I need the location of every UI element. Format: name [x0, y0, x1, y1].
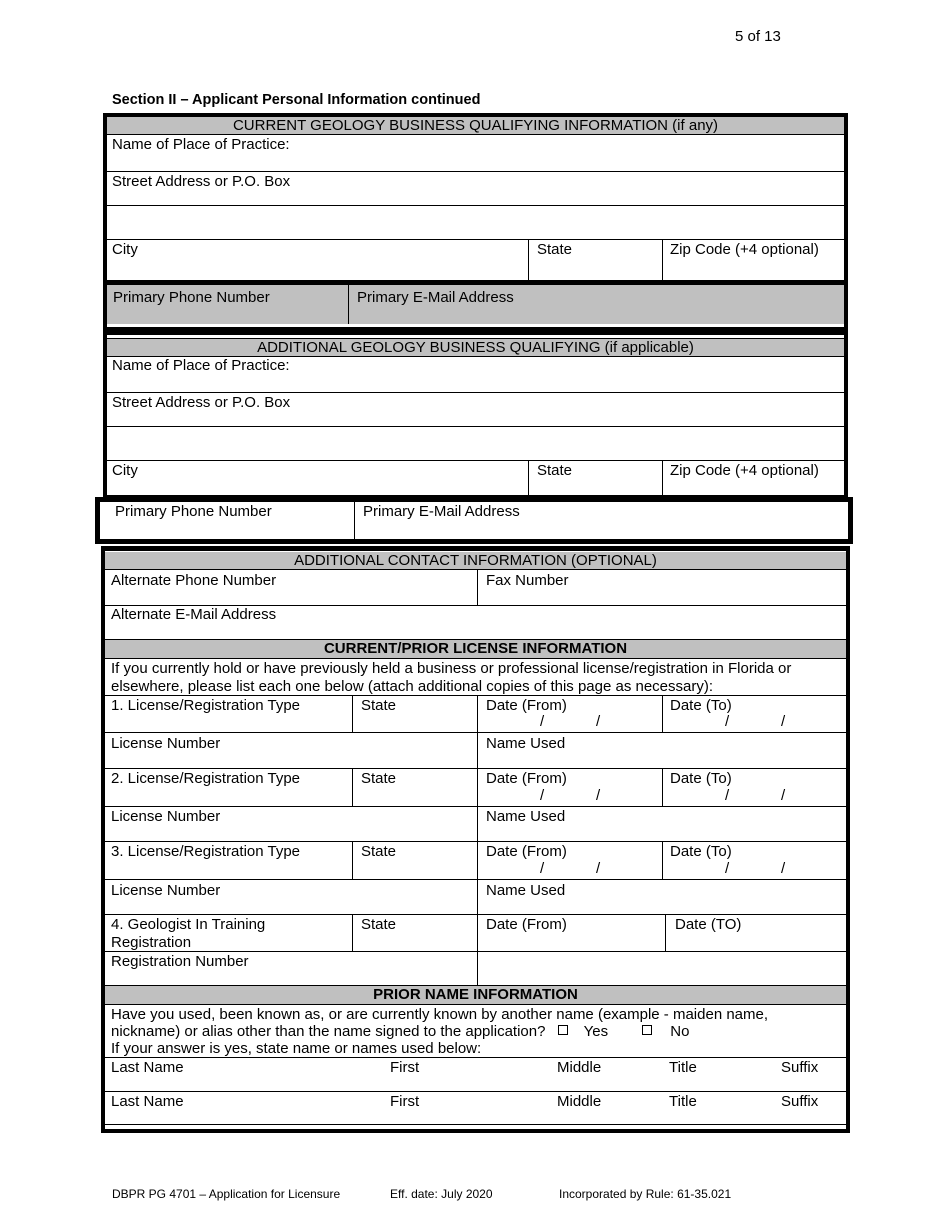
- prior-name-question-line-2: [111, 1023, 689, 1040]
- primary-phone-label: Primary Phone Number: [113, 289, 270, 306]
- date-from-slash: /: [540, 713, 545, 730]
- last-name-label: Last Name: [111, 1093, 184, 1110]
- no-label: No: [670, 1023, 690, 1040]
- street-address-label: Street Address or P.O. Box: [112, 394, 291, 411]
- license-number-label: License Number: [111, 735, 221, 752]
- license-instructions-line-1: If you currently hold or have previously held a business or professional license/registration in Florida or: [111, 660, 792, 677]
- last-name-label: Last Name: [111, 1059, 184, 1076]
- middle-name-label: Middle: [557, 1059, 602, 1076]
- state-label: State: [537, 462, 573, 479]
- name-of-place-label: Name of Place of Practice:: [112, 357, 290, 374]
- title-label: Title: [669, 1059, 697, 1076]
- date-to-slash: /: [725, 787, 730, 804]
- license-number-label: License Number: [111, 882, 221, 899]
- name-used-label: Name Used: [486, 735, 566, 752]
- date-from-slash: /: [596, 787, 601, 804]
- footer-eff-date: Eff. date: July 2020: [390, 1187, 493, 1201]
- date-from-label: Date (From): [486, 770, 567, 787]
- state-label: State: [537, 241, 573, 258]
- middle-name-label: Middle: [557, 1093, 602, 1110]
- license-state-label: State: [361, 843, 397, 860]
- date-to-slash: /: [725, 860, 730, 877]
- suffix-label: Suffix: [781, 1093, 819, 1110]
- date-to-label: Date (To): [670, 843, 732, 860]
- yes-checkbox[interactable]: [558, 1025, 568, 1035]
- date-from-slash: /: [596, 713, 601, 730]
- suffix-label: Suffix: [781, 1059, 819, 1076]
- section-title: Section II – Applicant Personal Information continued: [112, 92, 481, 108]
- additional-contact-header: ADDITIONAL CONTACT INFORMATION (OPTIONAL): [105, 552, 846, 570]
- yes-label: Yes: [583, 1023, 609, 1040]
- date-to-slash: /: [781, 860, 786, 877]
- first-name-label: First: [390, 1059, 420, 1076]
- no-checkbox[interactable]: [642, 1025, 652, 1035]
- zip-label: Zip Code (+4 optional): [670, 462, 819, 479]
- date-from-label: Date (From): [486, 843, 567, 860]
- prior-name-header: PRIOR NAME INFORMATION: [105, 985, 846, 1005]
- alternate-phone-label: Alternate Phone Number: [111, 572, 277, 589]
- git-type-label-line-1: 4. Geologist In Training: [111, 916, 266, 933]
- name-of-place-label: Name of Place of Practice:: [112, 136, 290, 153]
- git-type-label-line-2: Registration: [111, 934, 192, 951]
- license-info-header: CURRENT/PRIOR LICENSE INFORMATION: [105, 639, 846, 659]
- alternate-email-label: Alternate E-Mail Address: [111, 606, 277, 623]
- additional-business-header: ADDITIONAL GEOLOGY BUSINESS QUALIFYING (if applicable): [107, 338, 844, 357]
- fax-number-label: Fax Number: [486, 572, 569, 589]
- git-date-to-label: Date (TO): [675, 916, 742, 933]
- license-type-label: 1. License/Registration Type: [111, 697, 301, 714]
- git-state-label: State: [361, 916, 397, 933]
- date-from-slash: /: [540, 860, 545, 877]
- city-label: City: [112, 241, 138, 258]
- prior-name-question-text: nickname) or alias other than the name signed to the application?: [111, 1023, 546, 1040]
- primary-email-label: Primary E-Mail Address: [357, 289, 514, 306]
- license-type-label: 2. License/Registration Type: [111, 770, 301, 787]
- prior-name-question-line-1: Have you used, been known as, or are currently known by another name (example - maiden name,: [111, 1006, 769, 1023]
- date-to-slash: /: [725, 713, 730, 730]
- prior-name-question-line-3: If your answer is yes, state name or names used below:: [111, 1040, 482, 1057]
- title-label: Title: [669, 1093, 697, 1110]
- street-address-label: Street Address or P.O. Box: [112, 173, 291, 190]
- license-state-label: State: [361, 697, 397, 714]
- date-from-label: Date (From): [486, 697, 567, 714]
- zip-label: Zip Code (+4 optional): [670, 241, 819, 258]
- date-to-label: Date (To): [670, 770, 732, 787]
- license-instructions-line-2: elsewhere, please list each one below (attach additional copies of this page as necessary):: [111, 678, 714, 695]
- registration-number-label: Registration Number: [111, 953, 249, 970]
- footer-rule: Incorporated by Rule: 61-35.021: [559, 1187, 732, 1201]
- license-state-label: State: [361, 770, 397, 787]
- page-number: 5 of 13: [735, 28, 781, 45]
- city-label: City: [112, 462, 138, 479]
- first-name-label: First: [390, 1093, 420, 1110]
- date-to-slash: /: [781, 787, 786, 804]
- date-to-label: Date (To): [670, 697, 732, 714]
- license-type-label: 3. License/Registration Type: [111, 843, 301, 860]
- primary-phone-label: Primary Phone Number: [115, 503, 272, 520]
- date-from-slash: /: [596, 860, 601, 877]
- name-used-label: Name Used: [486, 882, 566, 899]
- date-to-slash: /: [781, 713, 786, 730]
- date-from-slash: /: [540, 787, 545, 804]
- license-number-label: License Number: [111, 808, 221, 825]
- git-date-from-label: Date (From): [486, 916, 567, 933]
- footer-form-id: DBPR PG 4701 – Application for Licensure: [112, 1187, 341, 1201]
- primary-email-label: Primary E-Mail Address: [363, 503, 520, 520]
- current-business-header: CURRENT GEOLOGY BUSINESS QUALIFYING INFORMATION (if any): [107, 117, 844, 135]
- name-used-label: Name Used: [486, 808, 566, 825]
